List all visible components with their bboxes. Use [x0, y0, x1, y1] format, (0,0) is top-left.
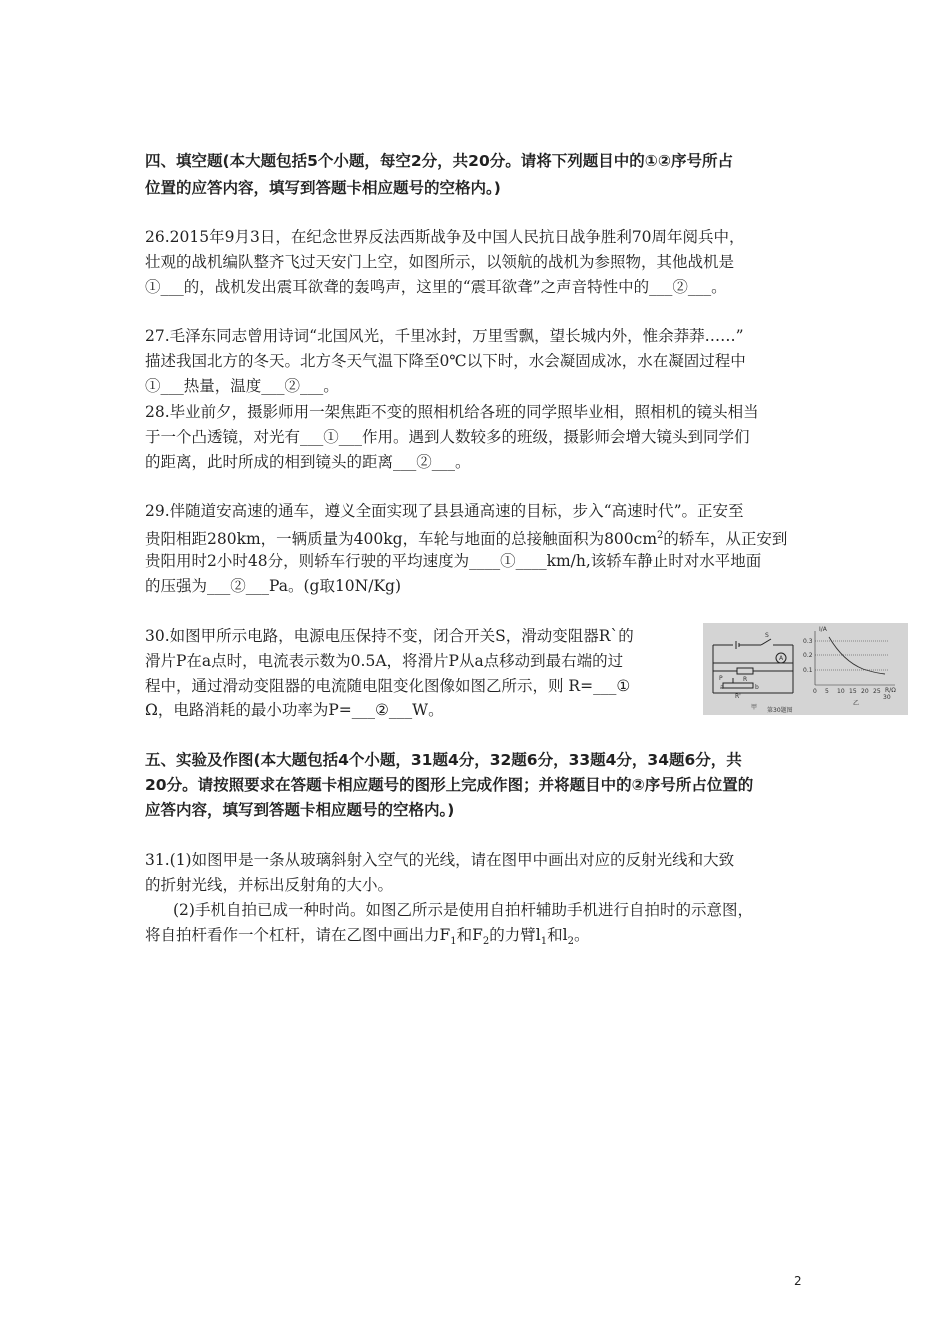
- y-tick-1: 0.3: [803, 638, 813, 645]
- section4-heading-line1: 四、填空题(本大题包括5个小题，每空2分，共20分。请将下列题目中的①②序号所占: [145, 152, 733, 170]
- q27-line1: 27.毛泽东同志曾用诗词“北国风光，千里冰封，万里雪飘，望长城内外，惟余莽莽……”: [145, 327, 744, 345]
- y-tick-3: 0.1: [803, 667, 813, 674]
- q31-sub-2: 2: [482, 936, 490, 948]
- slider-label: P: [719, 675, 723, 682]
- q30-circuit-figure: [703, 623, 908, 715]
- x-tick-3: 10: [837, 688, 845, 695]
- point-a-label: a: [720, 684, 724, 691]
- x-tick-2: 5: [825, 688, 829, 695]
- q31-sub-3: 1: [540, 936, 548, 948]
- q30-line2: 滑片P在a点时，电流表示数为0.5A，将滑片P从a点移动到最右端的过: [145, 652, 624, 670]
- x-tick-7: 30: [883, 694, 891, 701]
- q29-superscript: 2: [657, 530, 664, 541]
- rheostat-label: R': [735, 693, 741, 700]
- caption-right: 乙: [853, 700, 860, 707]
- q31-line4-text-e: 。: [573, 926, 590, 944]
- q31-line4: [145, 922, 589, 955]
- circuit-and-graph-image: [703, 623, 908, 715]
- section5-heading-line2: 20分。请按照要求在答题卡相应题号的图形上完成作图；并将题目中的②序号所占位置的: [145, 776, 754, 794]
- x-tick-1: 0: [813, 688, 817, 695]
- q31-line4-text-a: 将自拍杆看作一个杠杆，请在乙图中画出力F: [145, 926, 451, 944]
- q29-line1: 29.伴随道安高速的通车，遵义全面实现了县县通高速的目标，步入“高速时代”。正安至: [145, 502, 744, 520]
- q30-line3: 程中，通过滑动变阻器的电流随电阻变化图像如图乙所示，则 R=___①: [145, 677, 631, 695]
- meter-label: A: [779, 655, 784, 662]
- q26-line2: 壮观的战机编队整齐飞过天安门上空，如图所示，以领航的战机为参照物，其他战机是: [145, 253, 735, 271]
- q27-line2: 描述我国北方的冬天。北方冬天气温下降至0℃以下时，水会凝固成冰，水在凝固过程中: [145, 352, 746, 370]
- q31-line3: (2)手机自拍已成一种时尚。如图乙所示是使用自拍杆辅助手机进行自拍时的示意图，: [173, 901, 753, 919]
- q31-line4-text-b: 和F: [456, 926, 483, 944]
- y-axis-label: I/A: [819, 626, 827, 633]
- q26-line1: 26.2015年9月3日，在纪念世界反法西斯战争及中国人民抗日战争胜利70周年阅兵中，: [145, 228, 745, 246]
- q31-line2: 的折射光线，并标出反射角的大小。: [145, 876, 394, 894]
- point-b-label: b: [755, 684, 759, 691]
- x-tick-4: 15: [849, 688, 857, 695]
- q29-line2-text-a: 贵阳相距280km，一辆质量为400kg，车轮与地面的总接触面积为800cm: [145, 530, 658, 549]
- page-number: 2: [794, 1274, 802, 1288]
- caption-left: 甲: [751, 704, 758, 711]
- q31-sub-4: 2: [567, 936, 574, 948]
- x-tick-5: 20: [861, 688, 869, 695]
- q26-line3: ①___的，战机发出震耳欲聋的轰鸣声，这里的“震耳欲聋”之声音特性中的___②___。: [145, 278, 727, 296]
- q31-line4-text-c: 的力臂l: [489, 926, 541, 944]
- x-tick-6: 25: [873, 688, 881, 695]
- section5-heading-line3: 应答内容，填写到答题卡相应题号的空格内。): [145, 801, 455, 819]
- section4-heading-line2: 位置的应答内容，填写到答题卡相应题号的空格内。): [145, 179, 501, 197]
- q28-line1: 28.毕业前夕，摄影师用一架焦距不变的照相机给各班的同学照毕业相，照相机的镜头相当: [145, 403, 759, 421]
- q29-line4: 的压强为___②___Pa。(g取10N/Kg): [145, 577, 402, 595]
- q28-line2: 于一个凸透镜，对光有___①___作用。遇到人数较多的班级，摄影师会增大镜头到同学们: [145, 428, 750, 446]
- x-axis-label: R/Ω: [885, 687, 896, 694]
- q27-line3: ①___热量，温度___②___。: [145, 377, 339, 395]
- q30-line1: 30.如图甲所示电路，电源电压保持不变，闭合开关S，滑动变阻器R`的: [145, 627, 634, 645]
- q31-line4-text-d: 和l: [547, 926, 568, 944]
- q29-line3: 贵阳用时2小时48分，则轿车行驶的平均速度为____①____km/h,该轿车静止时对水平地面: [145, 552, 762, 570]
- figure-number: 第30题图: [767, 707, 793, 714]
- q31-sub-1: 1: [450, 936, 457, 948]
- section5-heading-line1: 五、实验及作图(本大题包括4个小题，31题4分，32题6分，33题4分，34题6分，共: [145, 751, 742, 769]
- q28-line3: 的距离，此时所成的相到镜头的距离___②___。: [145, 453, 471, 471]
- q29-line2-text-b: 的轿车，从正安到: [663, 530, 788, 549]
- q30-line4: Ω，电路消耗的最小功率为P=___②___W。: [145, 701, 444, 719]
- resistor-label: R: [743, 676, 748, 683]
- switch-label: S: [765, 632, 769, 639]
- y-tick-2: 0.2: [803, 652, 813, 659]
- q31-line1: 31.(1)如图甲是一条从玻璃斜射入空气的光线，请在图甲中画出对应的反射光线和大致: [145, 851, 735, 869]
